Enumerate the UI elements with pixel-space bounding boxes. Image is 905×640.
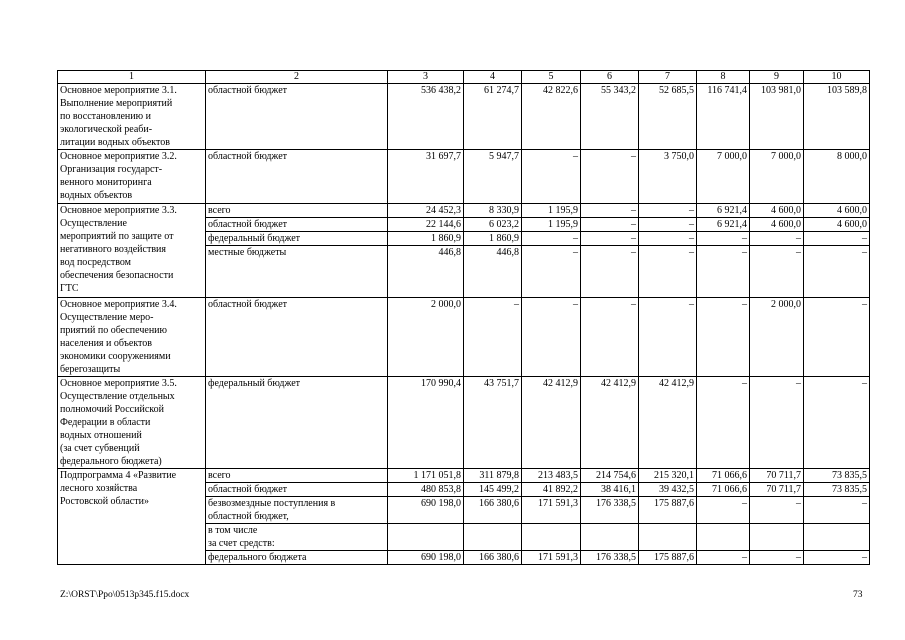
funding-source-cell: федеральный бюджет [206,377,388,469]
funding-source-cell: областной бюджет [206,483,388,497]
activity-cell: Основное мероприятие 3.3. Осуществление мероприятий по защите от негативного воздействия вод посредством обеспечения безопасности ГТС [58,204,206,298]
amount-cell: 536 438,2 [388,84,464,150]
amount-cell: 73 835,5 [804,483,870,497]
column-header: 6 [581,71,639,84]
amount-cell: 6 921,4 [697,218,750,232]
amount-cell: – [750,232,804,246]
amount-cell [581,524,639,551]
amount-cell: 446,8 [388,246,464,298]
funding-source-cell: федерального бюджета [206,551,388,565]
funding-source-cell: местные бюджеты [206,246,388,298]
amount-cell: – [639,246,697,298]
amount-cell: – [697,298,750,377]
amount-cell: 6 921,4 [697,204,750,218]
amount-cell: 8 330,9 [464,204,522,218]
amount-cell: 171 591,3 [522,551,581,565]
funding-source-cell: областной бюджет [206,84,388,150]
amount-cell [388,524,464,551]
amount-cell: 42 412,9 [581,377,639,469]
amount-cell: 42 822,6 [522,84,581,150]
amount-cell: 6 023,2 [464,218,522,232]
amount-cell: 38 416,1 [581,483,639,497]
budget-table [57,70,870,565]
funding-source-cell: областной бюджет [206,298,388,377]
column-header: 1 [58,71,206,84]
amount-cell: – [750,497,804,524]
amount-cell: 4 600,0 [804,218,870,232]
page-number: 73 [853,590,863,600]
amount-cell: 116 741,4 [697,84,750,150]
amount-cell: – [581,150,639,204]
amount-cell: 31 697,7 [388,150,464,204]
amount-cell: 1 195,9 [522,218,581,232]
amount-cell: – [697,497,750,524]
column-header: 10 [804,71,870,84]
amount-cell: 42 412,9 [522,377,581,469]
amount-cell: 1 171 051,8 [388,469,464,483]
amount-cell: 52 685,5 [639,84,697,150]
amount-cell: 175 887,6 [639,551,697,565]
amount-cell: 1 860,9 [464,232,522,246]
amount-cell: 176 338,5 [581,497,639,524]
column-header: 8 [697,71,750,84]
amount-cell: – [697,551,750,565]
amount-cell: – [750,377,804,469]
amount-cell: 4 600,0 [750,204,804,218]
amount-cell [464,524,522,551]
column-header: 3 [388,71,464,84]
funding-source-cell: всего [206,469,388,483]
amount-cell: 7 000,0 [750,150,804,204]
activity-cell: Основное мероприятие 3.2. Организация государст- венного мониторинга водных объектов [58,150,206,204]
amount-cell: 166 380,6 [464,551,522,565]
activity-cell: Подпрограмма 4 «Развитие лесного хозяйства Ростовской области» [58,469,206,565]
amount-cell: – [804,497,870,524]
amount-cell: – [697,377,750,469]
amount-cell: 145 499,2 [464,483,522,497]
amount-cell: – [697,246,750,298]
amount-cell: 8 000,0 [804,150,870,204]
amount-cell: – [522,150,581,204]
amount-cell: 73 835,5 [804,469,870,483]
amount-cell: 43 751,7 [464,377,522,469]
amount-cell: – [639,204,697,218]
amount-cell: 71 066,6 [697,469,750,483]
amount-cell: 5 947,7 [464,150,522,204]
amount-cell: 7 000,0 [697,150,750,204]
activity-cell: Основное мероприятие 3.5. Осуществление отдельных полномочий Российской Федерации в области водных отношений (за счет субвенций федерального бюджета) [58,377,206,469]
amount-cell: – [750,551,804,565]
funding-source-cell: областной бюджет [206,218,388,232]
amount-cell: – [804,551,870,565]
column-header: 5 [522,71,581,84]
amount-cell [639,524,697,551]
amount-cell: – [522,232,581,246]
amount-cell: 70 711,7 [750,483,804,497]
amount-cell: 1 860,9 [388,232,464,246]
amount-cell: 480 853,8 [388,483,464,497]
funding-source-cell: безвозмездные поступления в областной бюджет, [206,497,388,524]
amount-cell: – [522,246,581,298]
funding-source-cell: областной бюджет [206,150,388,204]
amount-cell: 70 711,7 [750,469,804,483]
activity-cell: Основное мероприятие 3.1. Выполнение мероприятий по восстановлению и экологической реаби- литации водных объектов [58,84,206,150]
amount-cell: 103 589,8 [804,84,870,150]
amount-cell: 41 892,2 [522,483,581,497]
amount-cell: – [804,246,870,298]
amount-cell: – [581,232,639,246]
funding-source-cell: всего [206,204,388,218]
amount-cell: 690 198,0 [388,551,464,565]
table-row [58,84,870,150]
amount-cell: – [464,298,522,377]
amount-cell: 215 320,1 [639,469,697,483]
column-header: 4 [464,71,522,84]
amount-cell: 311 879,8 [464,469,522,483]
amount-cell: 71 066,6 [697,483,750,497]
amount-cell: 2 000,0 [750,298,804,377]
amount-cell: – [804,377,870,469]
amount-cell: – [639,232,697,246]
amount-cell: 170 990,4 [388,377,464,469]
amount-cell: 4 600,0 [750,218,804,232]
amount-cell: – [804,232,870,246]
amount-cell: 446,8 [464,246,522,298]
amount-cell: – [581,298,639,377]
header-row [58,71,870,84]
amount-cell: 103 981,0 [750,84,804,150]
amount-cell: 690 198,0 [388,497,464,524]
amount-cell: 55 343,2 [581,84,639,150]
amount-cell: – [639,298,697,377]
column-header: 2 [206,71,388,84]
funding-source-cell: федеральный бюджет [206,232,388,246]
column-header: 9 [750,71,804,84]
amount-cell: – [581,218,639,232]
table-row [58,150,870,204]
amount-cell [750,524,804,551]
amount-cell: – [750,246,804,298]
amount-cell: 175 887,6 [639,497,697,524]
amount-cell: – [581,204,639,218]
table-row [58,377,870,469]
amount-cell: 3 750,0 [639,150,697,204]
amount-cell: 4 600,0 [804,204,870,218]
amount-cell: 213 483,5 [522,469,581,483]
amount-cell [804,524,870,551]
amount-cell [697,524,750,551]
amount-cell: – [581,246,639,298]
table-row [58,298,870,377]
amount-cell: – [639,218,697,232]
amount-cell: 22 144,6 [388,218,464,232]
amount-cell: 42 412,9 [639,377,697,469]
amount-cell: 166 380,6 [464,497,522,524]
amount-cell: – [697,232,750,246]
document-path: Z:\ORST\Ppo\0513p345.f15.docx [60,590,190,600]
amount-cell: – [804,298,870,377]
table-row [58,204,870,218]
amount-cell: 24 452,3 [388,204,464,218]
amount-cell: 2 000,0 [388,298,464,377]
column-header: 7 [639,71,697,84]
amount-cell: 171 591,3 [522,497,581,524]
funding-source-cell: в том числе за счет средств: [206,524,388,551]
amount-cell: 39 432,5 [639,483,697,497]
amount-cell [522,524,581,551]
table-row [58,469,870,483]
activity-cell: Основное мероприятие 3.4. Осуществление меро- приятий по обеспечению населения и объектов экономики сооружениями берегозащиты [58,298,206,377]
amount-cell: 176 338,5 [581,551,639,565]
amount-cell: 214 754,6 [581,469,639,483]
amount-cell: – [522,298,581,377]
amount-cell: 1 195,9 [522,204,581,218]
amount-cell: 61 274,7 [464,84,522,150]
